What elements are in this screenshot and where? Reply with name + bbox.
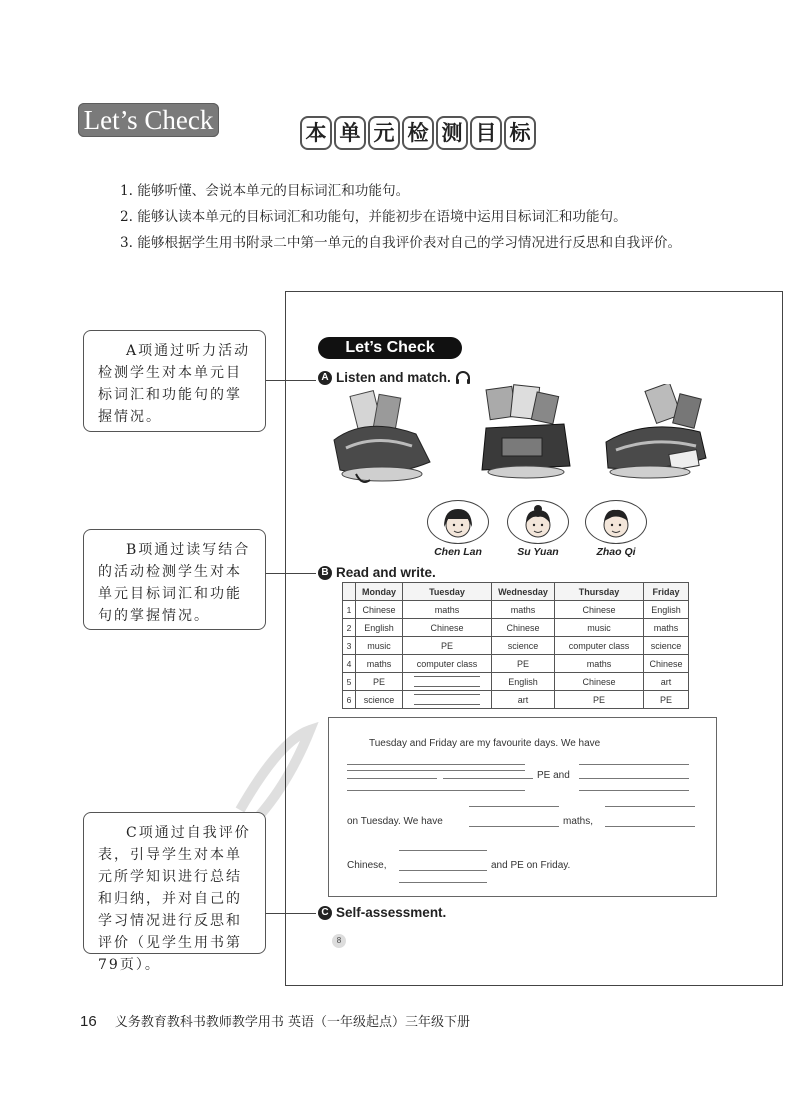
kid-face-image [427,500,489,544]
timetable-blank-cell [403,691,492,709]
timetable-cell: Chinese [555,673,644,691]
schoolbag-3-image [600,384,712,484]
timetable-cell: maths [644,619,689,637]
section-a-heading [318,370,471,385]
timetable-cell: computer class [403,655,492,673]
timetable-cell: computer class [555,637,644,655]
title-char: 元 [368,116,400,150]
timetable-cell: PE [555,691,644,709]
writing-line [399,850,487,851]
timetable-row [343,673,689,691]
timetable-cell: Chinese [356,601,403,619]
timetable-header: Tuesday [403,583,492,601]
kid-zhao-qi [578,500,654,558]
kid-name-label: Su Yuan [517,546,559,558]
writing-line [579,790,689,791]
connector-a [266,380,316,381]
section-c-heading [318,905,446,920]
section-a-title: Listen and match. [336,370,451,385]
timetable-cell: Chinese [492,619,555,637]
section-b-letter: B [318,566,332,580]
timetable-cell: English [644,601,689,619]
title-char: 目 [470,116,502,150]
timetable-header: Friday [644,583,689,601]
timetable-cell: Chinese [644,655,689,673]
writing-line [347,778,437,779]
callout-b: B项通过读写结合的活动检测学生对本单元目标词汇和功能句的掌握情况。 [83,529,266,630]
timetable-corner [343,583,356,601]
timetable-row [343,637,689,655]
timetable-cell: PE [492,655,555,673]
timetable-cell: art [644,673,689,691]
page-footer [80,1011,470,1030]
timetable-blank-cell [403,673,492,691]
title-char: 本 [300,116,332,150]
section-b-title: Read and write. [336,565,436,580]
goal-item: 1. 能够听懂、会说本单元的目标词汇和功能句。 [120,183,410,199]
timetable-cell: science [644,637,689,655]
writing-line [347,764,525,765]
connector-c [266,913,316,914]
timetable-header: Wednesday [492,583,555,601]
timetable-row [343,691,689,709]
rw-and-pe: and PE on Friday. [491,860,571,871]
unit-goals-title [300,116,536,152]
section-c-title: Self-assessment. [336,905,447,920]
writing-line [579,778,689,779]
goal-item: 3. 能够根据学生用书附录二中第一单元的自我评价表对自己的学习情况进行反思和自我评价。 [120,235,682,251]
timetable-cell: Chinese [555,601,644,619]
timetable-cell: Chinese [403,619,492,637]
timetable-cell: English [356,619,403,637]
timetable-row [343,655,689,673]
timetable-cell: music [356,637,403,655]
title-char: 检 [402,116,434,150]
title-char: 测 [436,116,468,150]
writing-line [605,806,695,807]
timetable [342,582,689,709]
title-char: 单 [334,116,366,150]
timetable-cell: PE [644,691,689,709]
timetable-header: Monday [356,583,403,601]
section-b-heading [318,565,436,580]
kid-face-image [585,500,647,544]
timetable-cell: English [492,673,555,691]
rw-chinese: Chinese, [347,860,387,871]
read-write-box [328,717,717,897]
kid-name-label: Chen Lan [434,546,482,558]
writing-line [399,882,487,883]
book-lets-check-badge: Let’s Check [318,337,462,359]
period-number: 3 [343,637,356,655]
writing-line [399,870,487,871]
kid-su-yuan [500,500,576,558]
rw-on-tuesday: on Tuesday. We have [347,816,443,827]
rw-maths: maths, [563,816,594,827]
footer-page-number: 16 [80,1013,97,1030]
timetable-cell: science [356,691,403,709]
lets-check-badge: Let’s Check [78,103,219,137]
section-a-letter: A [318,371,332,385]
period-number: 2 [343,619,356,637]
timetable-cell: music [555,619,644,637]
writing-line [469,806,559,807]
timetable-header: Thursday [555,583,644,601]
period-number: 6 [343,691,356,709]
kid-name-label: Zhao Qi [596,546,636,558]
blank-line [414,676,480,687]
timetable-cell: science [492,637,555,655]
schoolbag-2-image [472,384,584,484]
timetable-cell: maths [403,601,492,619]
timetable-row [343,601,689,619]
timetable-cell: art [492,691,555,709]
section-c-letter: C [318,906,332,920]
goal-item: 2. 能够认读本单元的目标词汇和功能句，并能初步在语境中运用目标词汇和功能句。 [120,209,627,225]
timetable-header-row [343,583,689,601]
rw-pe-and: PE and [537,770,570,781]
callout-a: A项通过听力活动检测学生对本单元目标词汇和功能句的掌握情况。 [83,330,266,432]
headphones-icon [455,371,471,385]
writing-line [579,764,689,765]
kid-chen-lan [420,500,496,558]
writing-line [347,790,525,791]
blank-line [414,694,480,705]
schoolbag-1-image [326,388,438,488]
kid-face-image [507,500,569,544]
timetable-row [343,619,689,637]
rw-line-1: Tuesday and Friday are my favourite days. We have [369,738,601,749]
period-number: 5 [343,673,356,691]
writing-line [443,778,533,779]
period-number: 1 [343,601,356,619]
goals-list [84,178,714,256]
writing-line [347,770,525,771]
timetable-cell: maths [555,655,644,673]
title-char: 标 [504,116,536,150]
footer-book-title: 义务教育教科书教师教学用书 英语（一年级起点）三年级下册 [114,1015,470,1030]
book-page-number: 8 [332,934,346,948]
period-number: 4 [343,655,356,673]
timetable-cell: PE [356,673,403,691]
timetable-cell: PE [403,637,492,655]
connector-b [266,573,316,574]
timetable-cell: maths [356,655,403,673]
writing-line [605,826,695,827]
callout-c: C项通过自我评价表，引导学生对本单元所学知识进行总结和归纳，并对自己的学习情况进行反思和评价（见学生用书第79页）。 [83,812,266,954]
writing-line [469,826,559,827]
timetable-cell: maths [492,601,555,619]
